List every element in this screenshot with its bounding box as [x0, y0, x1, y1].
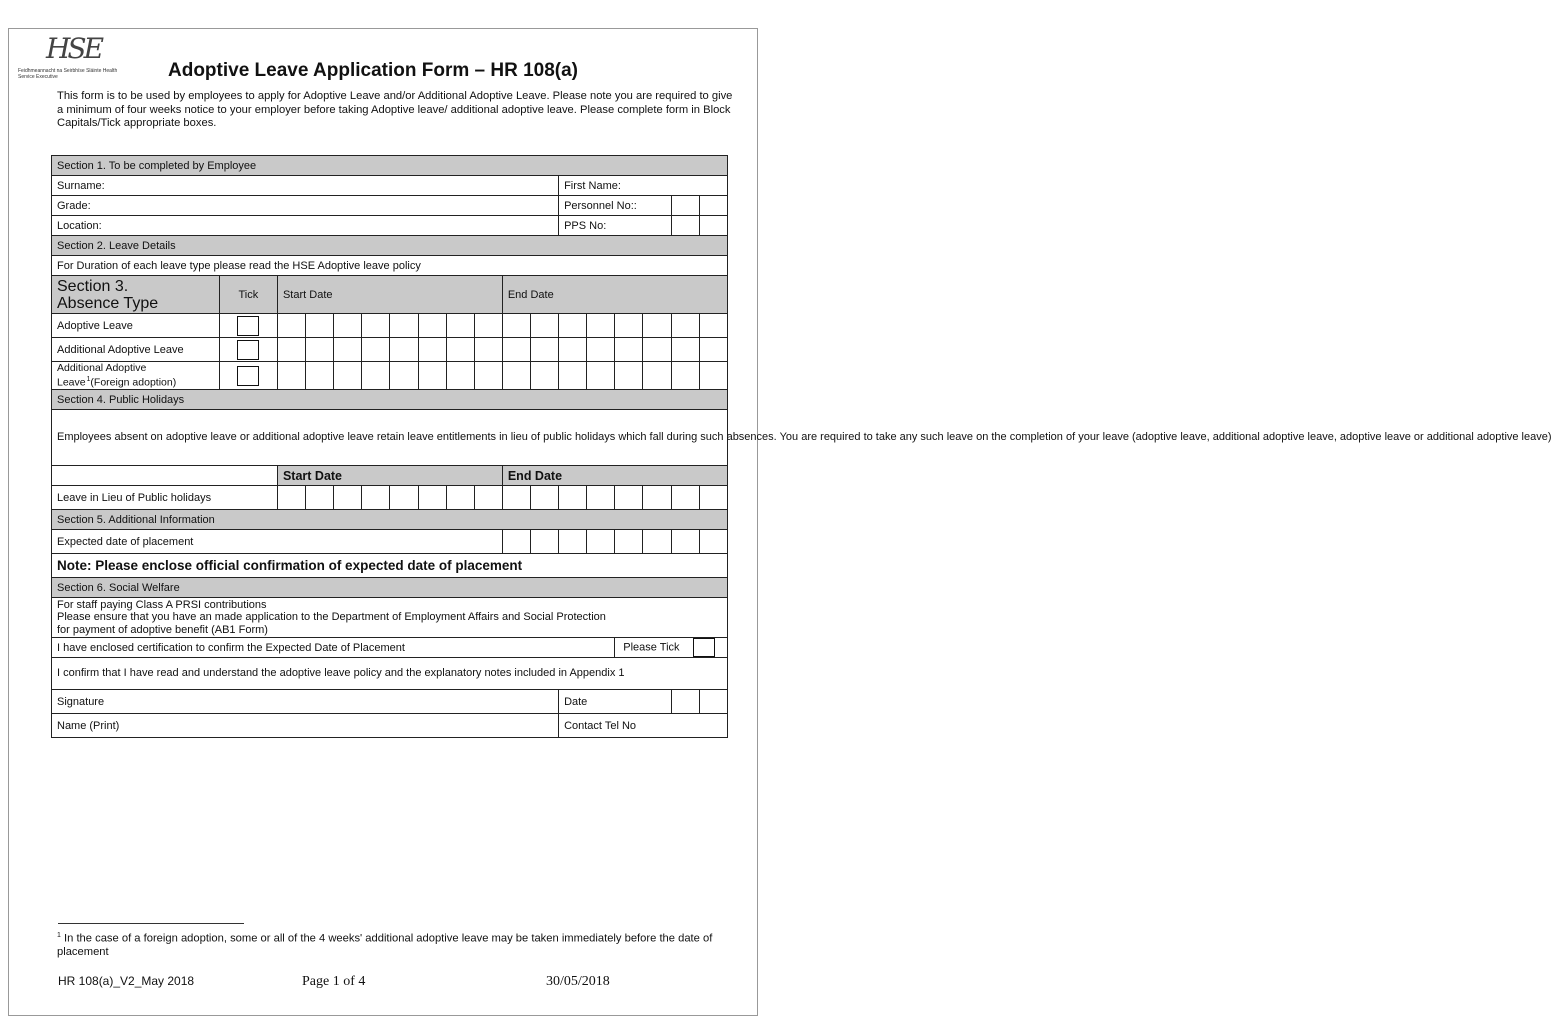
placement-note: Note: Please enclose official confirmation of expected date of placement	[52, 554, 728, 578]
please-tick-cell	[615, 638, 728, 658]
date-box[interactable]	[502, 486, 530, 510]
date-box[interactable]	[362, 362, 390, 390]
personnel-no-label: Personnel No::	[559, 196, 671, 216]
leave-in-lieu-label: Leave in Lieu of Public holidays	[52, 486, 278, 510]
date-box[interactable]	[699, 338, 727, 362]
date-box[interactable]	[643, 362, 671, 390]
pps-no-box[interactable]	[699, 216, 727, 236]
section1-heading: Section 1. To be completed by Employee	[52, 156, 728, 176]
date-box[interactable]	[615, 338, 643, 362]
enclosed-certification-label: I have enclosed certification to confirm the Expected Date of Placement	[52, 638, 615, 658]
footer-doc-ref: HR 108(a)_V2_May 2018	[58, 974, 195, 988]
date-box[interactable]	[362, 314, 390, 338]
date-box[interactable]	[474, 486, 502, 510]
absence-type-label: Additional Adoptive Leave	[52, 338, 220, 362]
date-box[interactable]	[474, 314, 502, 338]
date-box[interactable]	[277, 486, 305, 510]
date-box[interactable]	[334, 486, 362, 510]
form-intro: This form is to be used by employees to apply for Adoptive Leave and/or Additional Adoptive Leave. Please note you are required to give a minimum of four weeks notice to your employer before taking Adoptive leave/ additional adoptive leave. Please complete form in Block Capitals/Tick appropriate boxes.	[57, 90, 733, 129]
certification-checkbox[interactable]	[693, 638, 715, 657]
date-box[interactable]	[643, 338, 671, 362]
section4-text: Employees absent on adoptive leave or additional adoptive leave retain leave entitlements in lieu of public holidays which fall during such absences. You are required to take any such leave on the completion of your leave (adoptive leave, additional adoptive leave, adoptive leave or additional adoptive leave)	[52, 410, 728, 466]
date-box[interactable]	[671, 690, 699, 714]
date-box[interactable]	[362, 486, 390, 510]
end-date-header: End Date	[502, 276, 727, 314]
section3-title-line1: Section 3.	[57, 277, 129, 295]
ph-start-date-header: Start Date	[277, 466, 502, 486]
date-box[interactable]	[446, 338, 474, 362]
date-box[interactable]	[530, 338, 558, 362]
date-box[interactable]	[671, 338, 699, 362]
date-box[interactable]	[559, 362, 587, 390]
date-box[interactable]	[306, 314, 334, 338]
date-box[interactable]	[334, 314, 362, 338]
date-box[interactable]	[699, 314, 727, 338]
date-box[interactable]	[418, 362, 446, 390]
location-field[interactable]: Location:	[52, 216, 559, 236]
date-box[interactable]	[559, 530, 587, 554]
date-box[interactable]	[559, 486, 587, 510]
date-box[interactable]	[390, 338, 418, 362]
date-box[interactable]	[474, 338, 502, 362]
absence-row	[52, 362, 728, 390]
additional-adoptive-leave-checkbox[interactable]	[237, 340, 259, 360]
confirm-policy-text: I confirm that I have read and understand the adoptive leave policy and the explanatory notes included in Appendix 1	[52, 658, 728, 690]
first-name-field[interactable]: First Name:	[559, 176, 728, 196]
date-box[interactable]	[502, 362, 530, 390]
hse-logo	[18, 30, 128, 90]
personnel-no-box[interactable]	[699, 196, 727, 216]
absence-type-label	[52, 362, 220, 390]
date-box[interactable]	[418, 314, 446, 338]
date-box[interactable]	[390, 486, 418, 510]
footnote-rule	[58, 923, 244, 924]
application-form-table	[51, 155, 1552, 738]
adoptive-leave-checkbox[interactable]	[237, 316, 259, 336]
date-box[interactable]	[559, 314, 587, 338]
footnote-number: 1	[57, 932, 61, 939]
section5-heading: Section 5. Additional Information	[52, 510, 728, 530]
form-title: Adoptive Leave Application Form – HR 108(a)	[168, 60, 578, 81]
social-welfare-line3: for payment of adoptive benefit (AB1 Form)	[57, 623, 268, 636]
date-box[interactable]	[699, 362, 727, 390]
date-box[interactable]	[446, 362, 474, 390]
contact-tel-field[interactable]: Contact Tel No	[559, 714, 728, 738]
surname-field[interactable]: Surname:	[52, 176, 559, 196]
name-print-field[interactable]: Name (Print)	[52, 714, 559, 738]
footer-date: 30/05/2018	[546, 974, 610, 989]
signature-field[interactable]: Signature	[52, 690, 559, 714]
foreign-adoption-line2	[57, 374, 214, 389]
footnote	[57, 929, 727, 960]
foreign-adoption-checkbox[interactable]	[237, 366, 259, 386]
date-box[interactable]	[615, 530, 643, 554]
date-box[interactable]	[530, 314, 558, 338]
date-box[interactable]	[671, 362, 699, 390]
date-box[interactable]	[277, 314, 305, 338]
date-box[interactable]	[587, 530, 615, 554]
hse-logo-text: Feidhmeannacht na Seirbhíse Sláinte Health Service Executive	[18, 68, 118, 80]
date-box[interactable]	[615, 362, 643, 390]
footer-page-number: Page 1 of 4	[302, 974, 366, 989]
date-box[interactable]	[474, 362, 502, 390]
date-box[interactable]	[699, 530, 727, 554]
tick-header: Tick	[219, 276, 277, 314]
social-welfare-text	[52, 598, 728, 638]
date-box[interactable]	[502, 314, 530, 338]
date-box[interactable]	[277, 362, 305, 390]
foreign-adoption-line1: Additional Adoptive	[57, 361, 147, 374]
section2-heading: Section 2. Leave Details	[52, 236, 728, 256]
date-box[interactable]	[277, 338, 305, 362]
date-box[interactable]	[615, 314, 643, 338]
date-box[interactable]	[334, 338, 362, 362]
footnote-ref: 1	[86, 375, 91, 383]
date-label: Date	[559, 690, 671, 714]
section3-heading	[52, 276, 220, 314]
expected-date-label: Expected date of placement	[52, 530, 503, 554]
date-box[interactable]	[306, 362, 334, 390]
date-box[interactable]	[530, 530, 558, 554]
date-box[interactable]	[418, 338, 446, 362]
social-welfare-line1: For staff paying Class A PRSI contributions	[57, 598, 267, 611]
date-box[interactable]	[671, 530, 699, 554]
date-box[interactable]	[446, 486, 474, 510]
section4-heading: Section 4. Public Holidays	[52, 390, 728, 410]
tick-cell	[219, 362, 277, 390]
date-box[interactable]	[390, 314, 418, 338]
section3-title-line2: Absence Type	[57, 294, 159, 312]
tick-cell	[219, 314, 277, 338]
date-box[interactable]	[334, 362, 362, 390]
please-tick-label: Please Tick	[623, 641, 680, 654]
section6-heading: Section 6. Social Welfare	[52, 578, 728, 598]
date-box[interactable]	[699, 690, 727, 714]
date-box[interactable]	[306, 338, 334, 362]
date-box[interactable]	[643, 486, 671, 510]
ph-end-date-header: End Date	[502, 466, 727, 486]
blank-cell	[52, 466, 278, 486]
tick-cell	[219, 338, 277, 362]
date-box[interactable]	[502, 530, 530, 554]
pps-no-box[interactable]	[671, 216, 699, 236]
absence-row	[52, 314, 728, 338]
social-welfare-line2: Please ensure that you have an made application to the Department of Employment Affairs and Social Protection	[57, 611, 606, 624]
absence-row	[52, 338, 728, 362]
date-box[interactable]	[671, 314, 699, 338]
date-box[interactable]	[643, 314, 671, 338]
date-box[interactable]	[530, 486, 558, 510]
date-box[interactable]	[446, 314, 474, 338]
date-box[interactable]	[530, 362, 558, 390]
section2-note: For Duration of each leave type please read the HSE Adoptive leave policy	[52, 256, 728, 276]
date-box[interactable]	[615, 486, 643, 510]
date-box[interactable]	[643, 530, 671, 554]
date-box[interactable]	[699, 486, 727, 510]
date-box[interactable]	[587, 486, 615, 510]
date-box[interactable]	[587, 338, 615, 362]
personnel-no-box[interactable]	[671, 196, 699, 216]
grade-field[interactable]: Grade:	[52, 196, 559, 216]
date-box[interactable]	[559, 338, 587, 362]
foreign-adoption-note: (Foreign adoption)	[90, 376, 177, 389]
date-box[interactable]	[306, 486, 334, 510]
date-box[interactable]	[502, 338, 530, 362]
date-box[interactable]	[671, 486, 699, 510]
absence-type-label: Adoptive Leave	[52, 314, 220, 338]
foreign-adoption-leave-word: Leave	[57, 376, 86, 389]
date-box[interactable]	[587, 314, 615, 338]
date-box[interactable]	[362, 338, 390, 362]
hse-logo-mark: HSE	[46, 32, 102, 65]
start-date-header: Start Date	[277, 276, 502, 314]
date-box[interactable]	[390, 362, 418, 390]
date-box[interactable]	[587, 362, 615, 390]
pps-no-label: PPS No:	[559, 216, 671, 236]
date-box[interactable]	[418, 486, 446, 510]
footnote-text: In the case of a foreign adoption, some or all of the 4 weeks' additional adoptive leave may be taken immediately before the date of placement	[57, 932, 713, 959]
